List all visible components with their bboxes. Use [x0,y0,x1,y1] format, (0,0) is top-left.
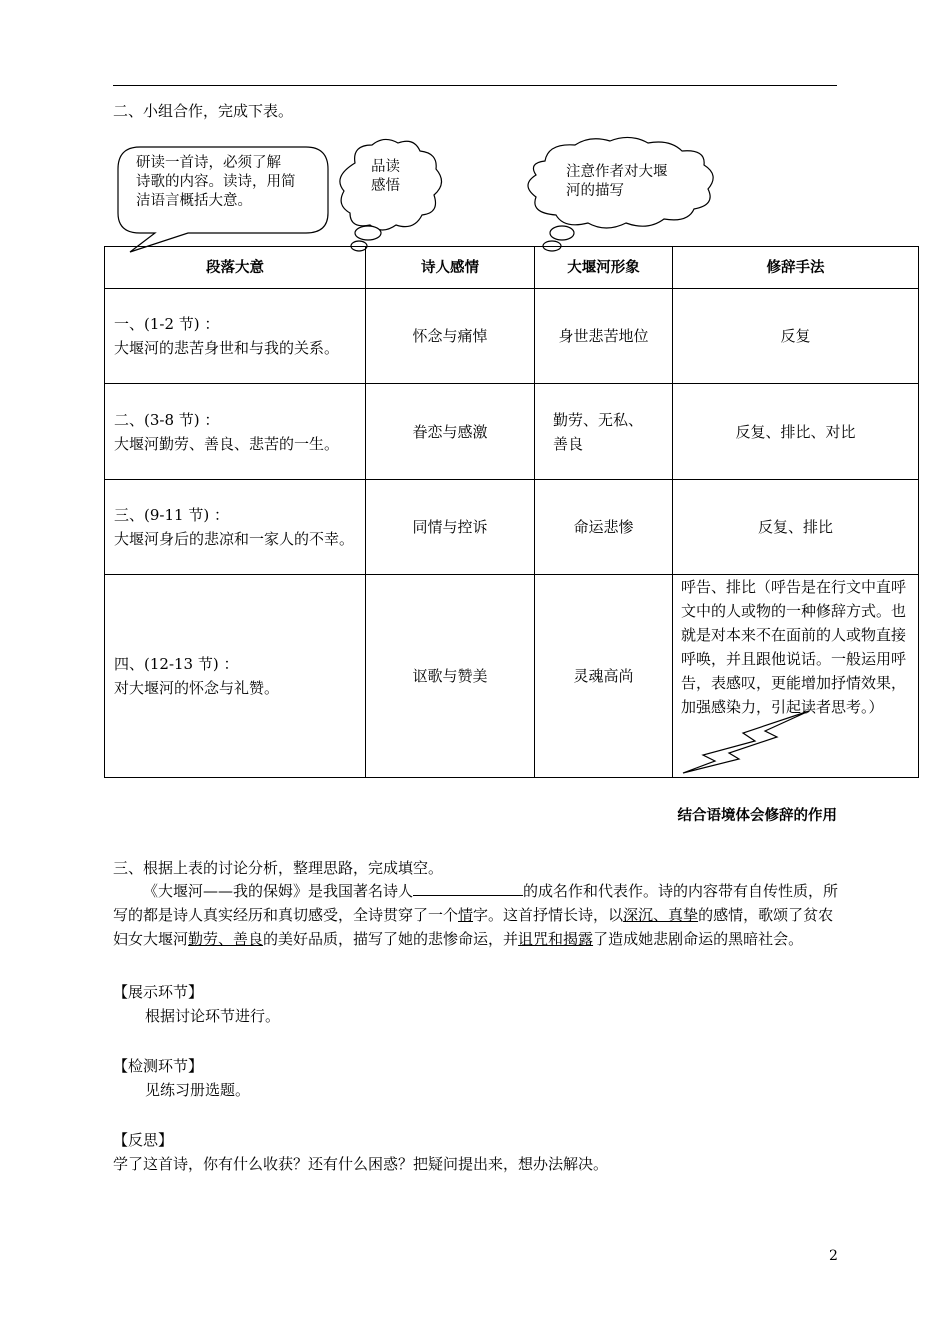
cloud1-text [371,158,400,196]
answer-word: 勤劳、善良 [188,930,264,948]
table-row [105,289,919,384]
summary-text: 大堰河的悲苦身世和与我的关系。 [114,339,340,357]
section3-heading: 三、根据上表的讨论分析，整理思路，完成填空。 [113,859,444,877]
reflect-body: 学了这首诗，你有什么收获？还有什么困惑？把疑问提出来，想办法解决。 [113,1155,609,1173]
analysis-table [104,246,919,778]
cell-emotion: 讴歌与赞美 [366,575,535,778]
table-row [105,480,919,575]
speech-line: 诗歌的内容。读诗，用简 [136,174,296,190]
speech-line: 洁语言概括大意。 [136,193,252,209]
cloud2-line: 河的描写 [566,183,624,199]
poet-blank[interactable] [413,879,523,896]
section-label: 三、(9-11 节) ： [114,506,229,524]
reflect-title: 【反思】 [113,1131,174,1149]
cell-summary [105,289,366,384]
para-text: 字。这首抒情长诗，以 [473,906,624,924]
cell-rhetoric: 反复、排比 [673,480,919,575]
display-title: 【展示环节】 [113,983,204,1001]
section-label: 二、(3-8 节) ： [114,410,220,429]
cloud2-text [566,163,668,201]
answer-word: 情 [458,906,474,924]
cloud1-line: 感悟 [371,178,400,194]
cell-emotion: 眷恋与感激 [366,384,535,480]
thought-cloud-1-dot1 [355,226,381,240]
cell-image: 勤劳、无私、善良 [535,384,673,480]
cell-rhetoric: 反复、排比、对比 [673,384,919,480]
header-summary: 段落大意 [105,247,366,289]
summary-text: 大堰河勤劳、善良、悲苦的一生。 [114,434,340,453]
cell-summary [105,480,366,575]
table-header-row [105,247,919,289]
para-text: 《大堰河——我的保姆》是我国著名诗人 [143,882,414,900]
para-text: 了造成她悲剧命运的黑暗社会。 [593,930,804,948]
top-rule [113,85,837,86]
thought-cloud-2-dot1 [550,226,574,240]
cell-emotion: 同情与控诉 [366,480,535,575]
answer-word: 诅咒和揭露 [518,930,594,948]
cell-rhetoric-note [673,575,919,778]
cell-image: 身世悲苦地位 [535,289,673,384]
summary-text: 对大堰河的怀念与礼赞。 [114,679,280,697]
speech-bubble-text [136,154,296,211]
speech-line: 研读一首诗，必须了解 [136,155,281,171]
test-title: 【检测环节】 [113,1057,204,1075]
cell-rhetoric: 反复 [673,289,919,384]
display-body: 根据讨论环节进行。 [145,1007,281,1025]
answer-word: 深沉、真挚 [623,906,699,924]
table-row [105,575,919,778]
header-image: 大堰河形象 [535,247,673,289]
header-emotion: 诗人感情 [366,247,535,289]
cell-summary [105,575,366,778]
cell-emotion: 怀念与痛悼 [366,289,535,384]
para-text: 的感情，歌颂了贫农妇女大堰河 [113,906,834,948]
section-label: 一、(1-2 节) ： [114,315,220,333]
cell-summary [105,384,366,480]
table-caption: 结合语境体会修辞的作用 [677,808,837,824]
fill-in-paragraph [113,879,841,951]
cell-image: 命运悲惨 [535,480,673,575]
page-number: 2 [829,1248,838,1264]
summary-text: 大堰河身后的悲凉和一家人的不幸。 [114,530,355,548]
test-body: 见练习册选题。 [145,1081,251,1099]
cloud2-line: 注意作者对大堰 [566,164,668,180]
header-rhetoric: 修辞手法 [673,247,919,289]
cloud1-line: 品读 [371,159,400,175]
para-text: 的成名作和代表作。诗的内容带有自传性质，所写的都是诗人真实经历和真切感受，全诗贯穿了一个 [113,882,839,924]
section-label: 四、(12-13 节) ： [114,655,239,673]
cell-image: 灵魂高尚 [535,575,673,778]
section2-heading: 二、小组合作，完成下表。 [113,102,294,120]
para-text: 的美好品质，描写了她的悲惨命运，并 [263,930,519,948]
rhetoric-note-text: 呼告、排比（呼告是在行文中直呼文中的人或物的一种修辞方式。也就是对本来不在面前的人或物直接呼唤，并且跟他说话。一般运用呼告，表感叹，更能增加抒情效果，加强感染力，引起读者思考。） [681,578,907,716]
table-row [105,384,919,480]
